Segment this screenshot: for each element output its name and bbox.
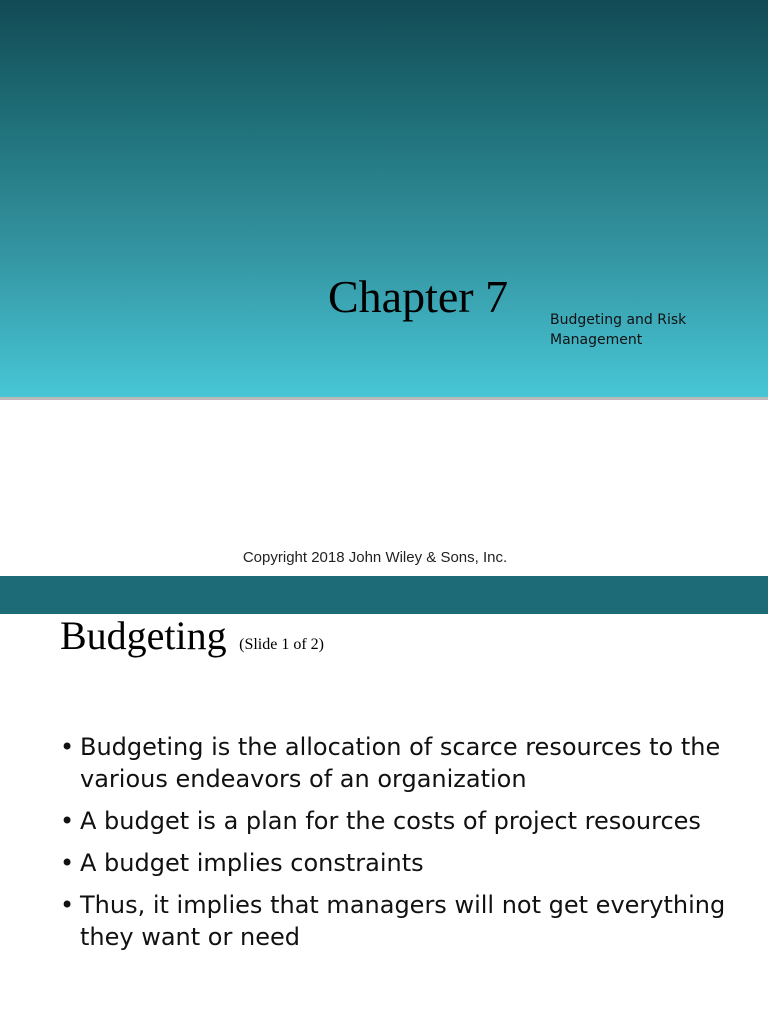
- bullet-text: A budget is a plan for the costs of project resources: [80, 807, 701, 835]
- bullet-item: [60, 889, 740, 953]
- copyright-notice: Copyright 2018 John Wiley & Sons, Inc.: [242, 549, 508, 566]
- banner-divider: [0, 397, 768, 400]
- slide-title: [60, 612, 324, 660]
- bullet-text: A budget implies constraints: [80, 849, 424, 877]
- bullet-marker: •: [60, 891, 75, 919]
- slide-title-text: Budgeting: [60, 613, 227, 658]
- bullet-text: Thus, it implies that managers will not get everything they want or need: [80, 891, 726, 951]
- slide-header-band: [0, 576, 768, 614]
- bullet-list: [60, 731, 740, 963]
- chapter-title: Chapter 7: [328, 271, 509, 322]
- bullet-item: [60, 731, 740, 795]
- bullet-marker: •: [60, 807, 75, 835]
- content-slide: [0, 576, 768, 1024]
- bullet-item: [60, 805, 740, 837]
- chapter-subtitle: Budgeting and Risk Management: [550, 312, 687, 348]
- bullet-marker: •: [60, 733, 75, 761]
- slide-number-label: (Slide 1 of 2): [239, 636, 324, 653]
- bullet-marker: •: [60, 849, 75, 877]
- bullet-item: [60, 847, 740, 879]
- bullet-text: Budgeting is the allocation of scarce resources to the various endeavors of an organization: [80, 733, 721, 793]
